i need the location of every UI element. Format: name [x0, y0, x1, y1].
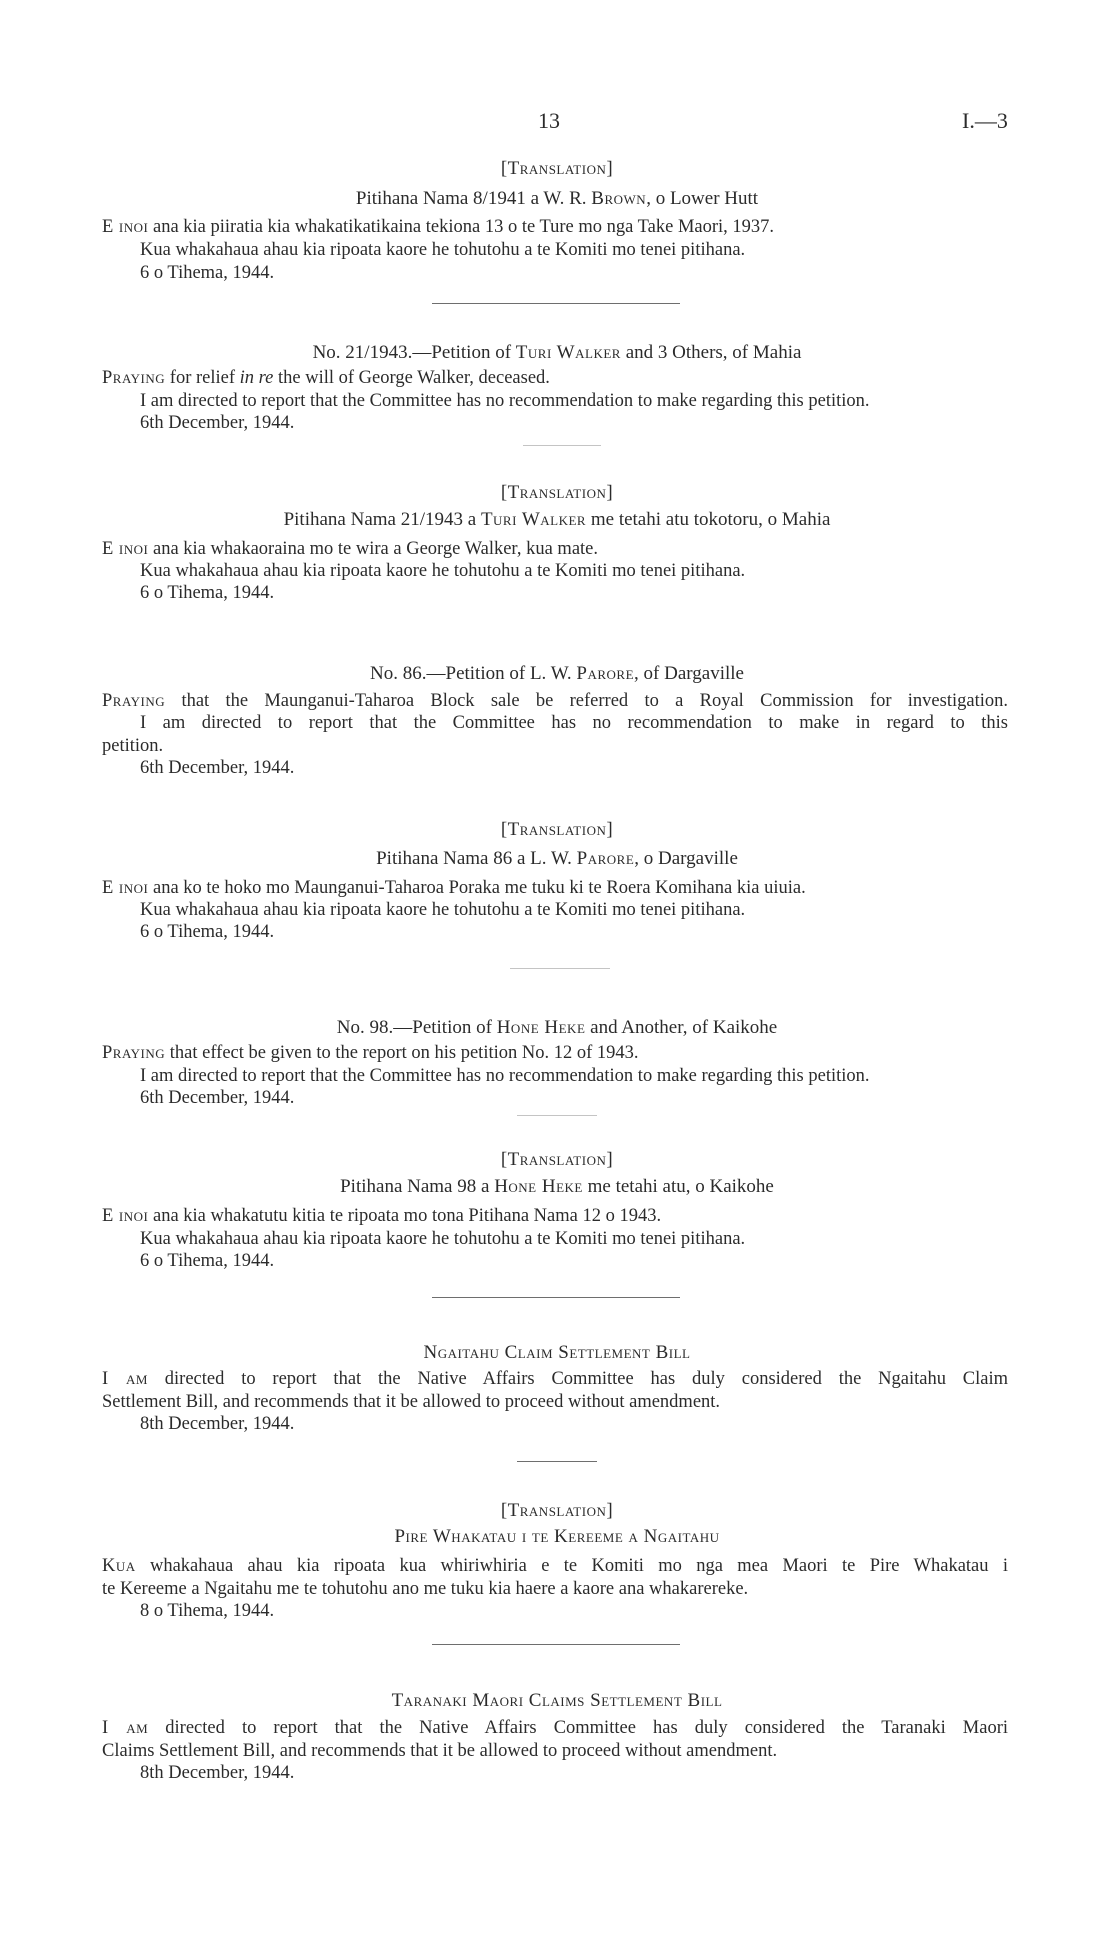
- page-number: 13: [538, 108, 560, 133]
- committee-report: Kua whakahaua ahau kia ripoata kaore he tohutohu a te Komiti mo tenei pitihana.: [140, 900, 746, 920]
- translation-label: [Translation]: [500, 819, 614, 840]
- bill-report-continued: Claims Settlement Bill, and recommends that it be allowed to proceed without amendment.: [102, 1741, 778, 1761]
- report-date: 6 o Tihema, 1944.: [140, 263, 275, 283]
- section-divider: [432, 1297, 680, 1298]
- committee-report: I am directed to report that the Committee has no recommendation to make regarding this petition.: [140, 391, 870, 411]
- petition-prayer: E inoi ana kia piiratia kia whakatikatikaina tekiona 13 o te Ture mo nga Take Maori, 1937.: [102, 217, 775, 237]
- report-date: 6 o Tihema, 1944.: [140, 583, 275, 603]
- petition-heading: Pitihana Nama 98 a Hone Heke me tetahi atu, o Kaikohe: [340, 1176, 774, 1197]
- report-date: 8th December, 1944.: [140, 1763, 295, 1783]
- report-date: 8th December, 1944.: [140, 1414, 295, 1434]
- document-reference: I.—3: [962, 108, 1008, 133]
- petition-prayer: E inoi ana kia whakatutu kitia te ripoata mo tona Pitihana Nama 12 o 1943.: [102, 1206, 662, 1226]
- report-date: 8 o Tihema, 1944.: [140, 1601, 275, 1621]
- petition-heading: No. 86.—Petition of L. W. Parore, of Dargaville: [370, 663, 744, 684]
- petition-heading: Pitihana Nama 21/1943 a Turi Walker me tetahi atu tokotoru, o Mahia: [283, 509, 831, 530]
- section-divider: [432, 303, 680, 304]
- bill-report: Kua whakahaua ahau kia ripoata kua whiriwhiria e te Komiti mo nga mea Maori te Pire Whakatau i: [102, 1556, 1008, 1576]
- section-divider: [523, 445, 601, 446]
- petition-prayer: E inoi ana kia whakaoraina mo te wira a George Walker, kua mate.: [102, 539, 599, 559]
- bill-report: I am directed to report that the Native Affairs Committee has duly considered the Ngaitahu Claim: [102, 1369, 1009, 1389]
- petition-heading: No. 21/1943.—Petition of Turi Walker and 3 Others, of Mahia: [312, 342, 802, 363]
- translation-label: [Translation]: [500, 1149, 614, 1170]
- bill-title: Ngaitahu Claim Settlement Bill: [423, 1342, 691, 1363]
- section-divider: [510, 968, 610, 969]
- bill-report-continued: Settlement Bill, and recommends that it be allowed to proceed without amendment.: [102, 1392, 721, 1412]
- committee-report: Kua whakahaua ahau kia ripoata kaore he tohutohu a te Komiti mo tenei pitihana.: [140, 1229, 746, 1249]
- bill-report-continued: te Kereeme a Ngaitahu me te tohutohu ano me tuku kia haere a kaore ana whakarereke.: [102, 1579, 749, 1599]
- report-date: 6th December, 1944.: [140, 413, 295, 433]
- petition-prayer: Praying for relief in re the will of George Walker, deceased.: [102, 368, 550, 388]
- petition-heading: Pitihana Nama 86 a L. W. Parore, o Dargaville: [376, 848, 738, 869]
- translation-label: [Translation]: [500, 1500, 614, 1521]
- petition-prayer: Praying that the Maunganui-Taharoa Block sale be referred to a Royal Commission for investigation.: [102, 691, 1008, 711]
- section-divider: [432, 1644, 680, 1645]
- bill-title: Taranaki Maori Claims Settlement Bill: [391, 1690, 723, 1711]
- bill-report: I am directed to report that the Native Affairs Committee has duly considered the Taranaki Maori: [102, 1718, 1008, 1738]
- report-date: 6th December, 1944.: [140, 1088, 295, 1108]
- petition-heading: No. 98.—Petition of Hone Heke and Another, of Kaikohe: [336, 1017, 778, 1038]
- section-divider: [517, 1115, 597, 1116]
- report-date: 6th December, 1944.: [140, 758, 295, 778]
- translation-label: [Translation]: [500, 158, 614, 179]
- committee-report: Kua whakahaua ahau kia ripoata kaore he tohutohu a te Komiti mo tenei pitihana.: [140, 561, 746, 581]
- petition-heading: Pitihana Nama 8/1941 a W. R. Brown, o Lower Hutt: [355, 188, 759, 209]
- translation-label: [Translation]: [500, 482, 614, 503]
- petition-prayer: E inoi ana ko te hoko mo Maunganui-Taharoa Poraka me tuku ki te Roera Komihana kia uiuia.: [102, 878, 806, 898]
- committee-report: Kua whakahaua ahau kia ripoata kaore he tohutohu a te Komiti mo tenei pitihana.: [140, 240, 746, 260]
- petition-prayer: Praying that effect be given to the report on his petition No. 12 of 1943.: [102, 1043, 639, 1063]
- section-divider: [517, 1461, 597, 1462]
- report-date: 6 o Tihema, 1944.: [140, 1251, 275, 1271]
- committee-report: I am directed to report that the Committee has no recommendation to make in regard to this: [140, 713, 1008, 733]
- report-date: 6 o Tihema, 1944.: [140, 922, 275, 942]
- committee-report: I am directed to report that the Committee has no recommendation to make regarding this petition.: [140, 1066, 870, 1086]
- committee-report-continued: petition.: [102, 736, 164, 756]
- bill-title: Pire Whakatau i te Kereeme a Ngaitahu: [394, 1526, 720, 1547]
